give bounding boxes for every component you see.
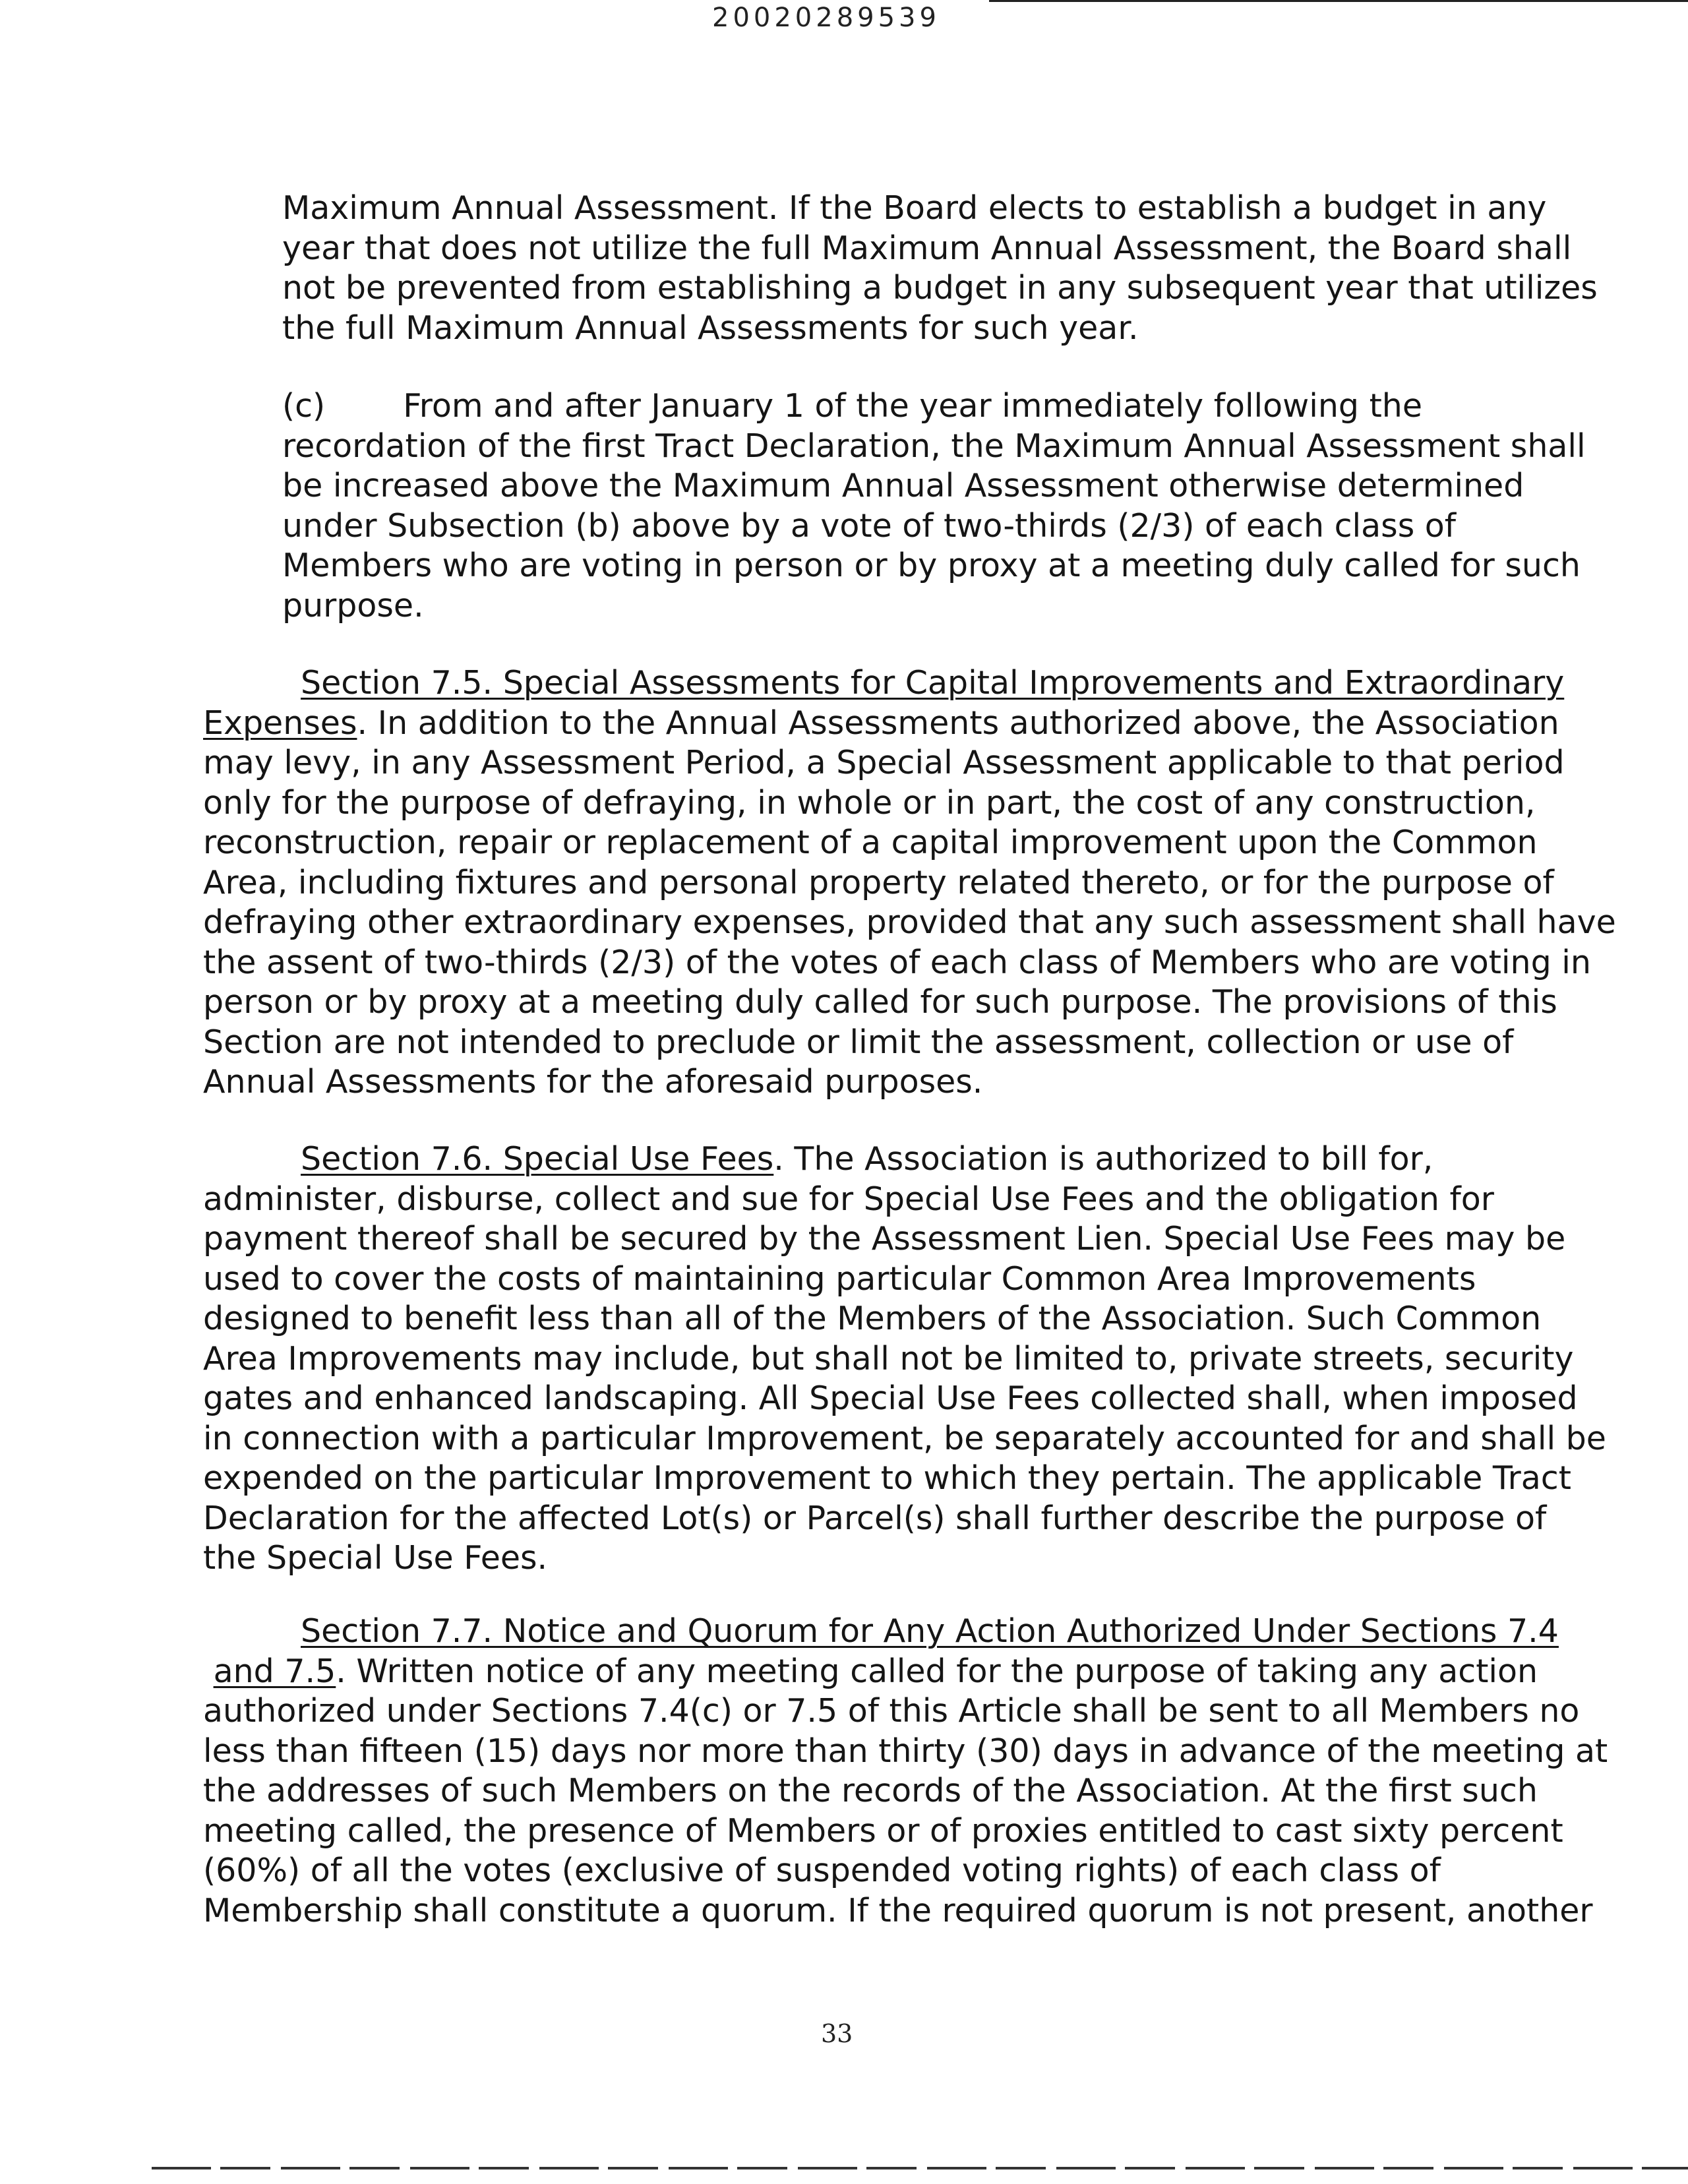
text-line: expended on the particular Improvement to which they pertain. The applicable Tract <box>203 1459 1571 1497</box>
text-line: Section are not intended to preclude or limit the assessment, collection or use of <box>203 1023 1514 1061</box>
section-7-6 <box>203 1139 1606 1579</box>
section-7-7 <box>203 1612 1608 1931</box>
subsection-first-line: From and after January 1 of the year immediately following the <box>403 387 1422 425</box>
section-heading: Section 7.5. Special Assessments for Capital Improvements and Extraordinary <box>301 664 1565 702</box>
section-heading-continued: Expenses <box>203 704 357 742</box>
section-7-5 <box>203 663 1616 1103</box>
page-number: 33 <box>821 2019 853 2048</box>
text-line: not be prevented from establishing a budget in any subsequent year that utilizes <box>282 269 1598 307</box>
text-line: (60%) of all the votes (exclusive of suspended voting rights) of each class of <box>203 1852 1441 1889</box>
text-line: less than fifteen (15) days nor more than thirty (30) days in advance of the meeting at <box>203 1732 1608 1770</box>
text-line <box>282 386 1586 427</box>
paragraph-maximum-assessment <box>282 189 1598 348</box>
text-line: Declaration for the affected Lot(s) or Parcel(s) shall further describe the purpose of <box>203 1499 1547 1537</box>
text-line: under Subsection (b) above by a vote of two-thirds (2/3) of each class of <box>282 506 1457 545</box>
text-line: defraying other extraordinary expenses, provided that any such assessment shall have <box>203 903 1616 941</box>
text-line: in connection with a particular Improvement, be separately accounted for and shall be <box>203 1419 1606 1457</box>
text-line <box>203 663 1616 704</box>
text-line: authorized under Sections 7.4(c) or 7.5 of this Article shall be sent to all Members no <box>203 1692 1580 1730</box>
text-line: Expenses. In addition to the Annual Assessments authorized above, the Association <box>203 704 1559 742</box>
top-rule <box>989 0 1688 2</box>
text-line: designed to benefit less than all of the Members of the Association. Such Common <box>203 1300 1542 1337</box>
text-line: the assent of two-thirds (2/3) of the votes of each class of Members who are voting in <box>203 943 1591 981</box>
text-line: year that does not utilize the full Maximum Annual Assessment, the Board shall <box>282 229 1572 267</box>
text-line: the Special Use Fees. <box>203 1539 548 1577</box>
document-id: 20020289539 <box>712 3 940 33</box>
text-line: Section 7.6. Special Use Fees. The Association is authorized to bill for, <box>301 1140 1433 1178</box>
text-line: Annual Assessments for the aforesaid purposes. <box>203 1063 983 1101</box>
text-line: and 7.5. Written notice of any meeting called for the purpose of taking any action <box>213 1652 1538 1690</box>
section-heading: Section 7.7. Notice and Quorum for Any Action Authorized Under Sections 7.4 <box>301 1612 1559 1650</box>
text-line: Maximum Annual Assessment. If the Board elects to establish a budget in any <box>282 189 1547 227</box>
text-line: payment thereof shall be secured by the Assessment Lien. Special Use Fees may be <box>203 1220 1566 1258</box>
text-line: Area, including fixtures and personal property related thereto, or for the purpose of <box>203 863 1554 901</box>
text-line: the addresses of such Members on the records of the Association. At the first such <box>203 1772 1538 1809</box>
text-line: the full Maximum Annual Assessments for such year. <box>282 309 1139 347</box>
text-line: reconstruction, repair or replacement of a capital improvement upon the Common <box>203 824 1538 861</box>
text-line: be increased above the Maximum Annual Assessment otherwise determined <box>282 467 1524 504</box>
text-line: purpose. <box>282 586 424 624</box>
bottom-scan-rule <box>152 2167 1688 2169</box>
text-line: Area Improvements may include, but shall not be limited to, private streets, security <box>203 1339 1574 1378</box>
section-heading: Section 7.6. Special Use Fees <box>301 1140 774 1178</box>
subsection-label: (c) <box>282 387 326 425</box>
text-line <box>203 1612 1608 1652</box>
text-line: Members who are voting in person or by proxy at a meeting duly called for such <box>282 547 1581 584</box>
text-line: administer, disburse, collect and sue for Special Use Fees and the obligation for <box>203 1180 1494 1218</box>
text-line: recordation of the first Tract Declaration, the Maximum Annual Assessment shall <box>282 427 1586 465</box>
text-line: person or by proxy at a meeting duly called for such purpose. The provisions of this <box>203 983 1557 1021</box>
text-line: meeting called, the presence of Members or of proxies entitled to cast sixty percent <box>203 1811 1563 1850</box>
paragraph-subsection-c <box>282 386 1586 626</box>
text-line: may levy, in any Assessment Period, a Special Assessment applicable to that period <box>203 744 1565 781</box>
text-line: Membership shall constitute a quorum. If the required quorum is not present, another <box>203 1891 1593 1929</box>
text-line: gates and enhanced landscaping. All Special Use Fees collected shall, when imposed <box>203 1380 1578 1417</box>
text-line: only for the purpose of defraying, in whole or in part, the cost of any construction, <box>203 783 1536 822</box>
section-heading-continued: and 7.5 <box>213 1652 336 1690</box>
text-line: used to cover the costs of maintaining particular Common Area Improvements <box>203 1259 1476 1298</box>
